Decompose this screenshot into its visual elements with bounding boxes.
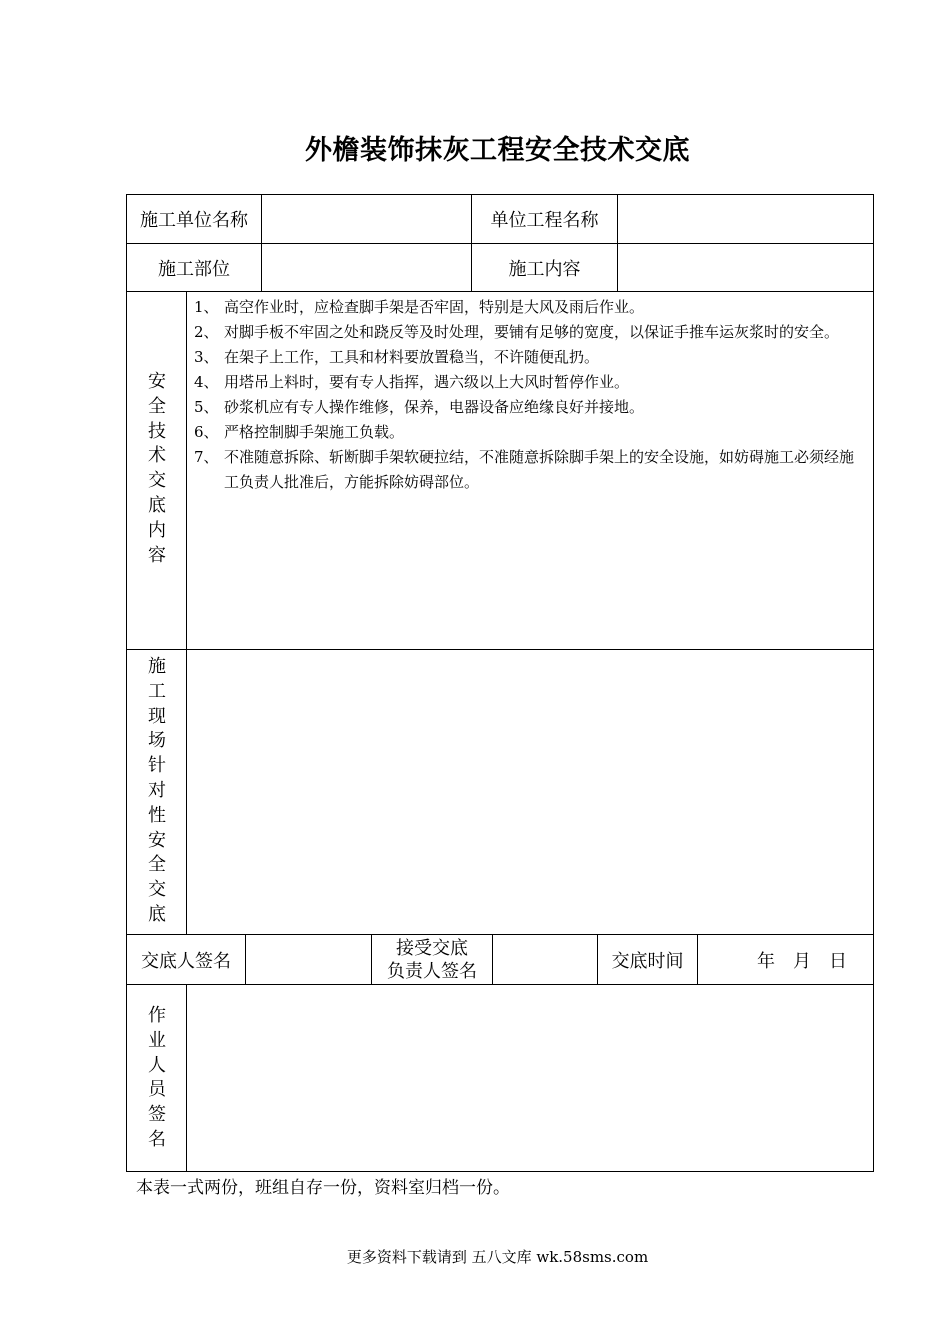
receiver-sign-field[interactable] (493, 935, 597, 984)
item-number: 1、 (194, 298, 219, 316)
page-title: 外檐装饰抹灰工程安全技术交底 (305, 135, 690, 166)
label-char: 内 (148, 519, 166, 541)
label-char: 工 (148, 680, 166, 702)
item-number: 3、 (194, 348, 219, 366)
site-specific-field[interactable] (187, 650, 873, 934)
construction-content-label: 施工内容 (508, 258, 581, 280)
label-char: 交 (148, 879, 166, 901)
discloser-sign-field[interactable] (246, 935, 371, 984)
receiver-label-line2: 负责人签名 (387, 960, 477, 982)
label-char: 底 (148, 903, 166, 925)
site-specific-label (128, 655, 186, 928)
item-text: 高空作业时，应检查脚手架是否牢固，特别是大风及雨后作业。 (224, 298, 645, 316)
safety-content-label (128, 370, 186, 568)
list-item (188, 320, 868, 345)
project-name-field[interactable] (618, 195, 873, 243)
project-name-label: 单位工程名称 (490, 210, 599, 231)
label-char: 名 (148, 1128, 166, 1150)
item-number: 7、 (194, 448, 219, 466)
item-text: 不准随意拆除、斩断脚手架软硬拉结，不准随意拆除脚手架上的安全设施，如妨碍施工必须经施工负责人批准后，方能拆除妨碍部位。 (224, 448, 855, 491)
discloser-sign-label: 交底人签名 (141, 950, 231, 972)
label-char: 术 (148, 445, 166, 467)
label-char: 容 (148, 544, 166, 566)
unit-name-field[interactable] (262, 195, 471, 243)
receiver-label-line1: 接受交底 (396, 937, 468, 959)
safety-items-list (188, 295, 868, 495)
label-char: 对 (148, 779, 166, 801)
footer-link[interactable]: 更多资料下载请到 五八文库 wk.58sms.com (346, 1248, 649, 1266)
disclosure-time-label: 交底时间 (611, 950, 684, 972)
row-divider (127, 291, 873, 292)
construction-content-field[interactable] (618, 244, 873, 291)
item-number: 5、 (194, 398, 219, 416)
construction-part-label: 施工部位 (158, 258, 230, 280)
list-item (188, 445, 868, 495)
label-char: 交 (148, 470, 166, 492)
label-char: 安 (148, 829, 166, 851)
table-note: 本表一式两份，班组自存一份，资料室归档一份。 (136, 1178, 510, 1198)
receiver-sign-label (372, 935, 492, 984)
item-text: 在架子上工作，工具和材料要放置稳当，不许随便乱扔。 (224, 348, 600, 366)
label-char: 技 (148, 420, 166, 442)
unit-name-label: 施工单位名称 (140, 210, 248, 231)
label-char: 现 (148, 705, 166, 727)
workers-sign-label (128, 1004, 186, 1153)
label-char: 针 (148, 755, 166, 777)
workers-sign-field[interactable] (187, 985, 873, 1171)
label-char: 人 (148, 1054, 166, 1076)
label-char: 签 (148, 1104, 166, 1126)
item-number: 2、 (194, 323, 219, 341)
disclosure-date-field[interactable]: 年 月 日 (757, 950, 847, 972)
construction-part-field[interactable] (262, 244, 471, 291)
list-item (188, 295, 868, 320)
item-text: 砂浆机应有专人操作维修，保养，电器设备应绝缘良好并接地。 (224, 398, 645, 416)
item-text: 严格控制脚手架施工负载。 (224, 423, 405, 441)
label-char: 安 (148, 371, 166, 392)
list-item (188, 420, 868, 445)
list-item (188, 370, 868, 395)
label-char: 施 (148, 656, 166, 677)
item-text: 用塔吊上料时，要有专人指挥，遇六级以上大风时暂停作业。 (224, 373, 630, 391)
item-text: 对脚手板不牢固之处和跷反等及时处理，要铺有足够的宽度，以保证手推车运灰浆时的安全。 (224, 323, 840, 341)
label-char: 底 (148, 494, 166, 516)
list-item (188, 345, 868, 370)
label-char: 员 (148, 1079, 166, 1101)
label-char: 业 (148, 1029, 166, 1051)
label-char: 全 (148, 395, 166, 417)
label-char: 场 (148, 730, 166, 752)
list-item (188, 395, 868, 420)
label-char: 作 (148, 1005, 166, 1026)
label-char: 性 (148, 804, 166, 826)
item-number: 6、 (194, 423, 219, 441)
label-char: 全 (148, 854, 166, 876)
item-number: 4、 (194, 373, 219, 391)
